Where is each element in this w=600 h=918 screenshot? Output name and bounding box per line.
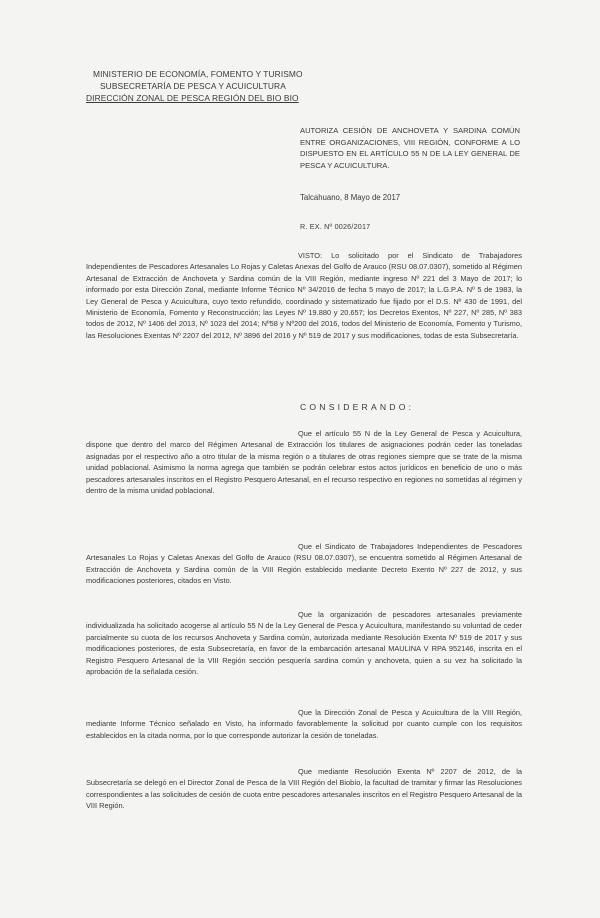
- considerando-text: la Subsecretaría se delegó en el Director Zonal de Pesca de la VIII Región del Biobío, la facultad de tramitar y firmar las Resoluciones correspondientes a las solicitudes de cesión de cuota entre pescadores artesanales inscritos en el Registro Pesquero Artesanal de la VIII Región.: [86, 767, 522, 811]
- considerando-text: Región, mediante Informe Técnico señalado en Visto, ha informado favorablemente la solicitud por cuanto cumple con los requisitos establecidos en la citada norma, por lo que corresponde autorizar la cesión de toneladas.: [86, 708, 522, 740]
- considerando-text: Pescadores Artesanales Lo Rojas y Caletas Anexas del Golfo de Arauco (RSU 08.07.0307), se encuentra sometido al Régimen Artesanal de Extracción de Anchoveta y Sardina común de la VIII Región establecido mediante Decreto Exento Nº 227 de 2012, y sus modificaciones posteriores, citados en Visto.: [86, 542, 522, 586]
- considerando-paragraph-5: [86, 766, 522, 812]
- considerando-paragraph-1: [86, 428, 522, 496]
- considerando-paragraph-3: [86, 609, 522, 677]
- visto-paragraph: [86, 250, 522, 341]
- considerando-lead: Que el Sindicato de Trabajadores Independientes de: [298, 542, 480, 551]
- resolution-number: R. EX. Nº 0026/2017: [300, 222, 371, 231]
- considerando-lead: Que mediante Resolución Exenta Nº 2207 de 2012, de: [298, 767, 511, 776]
- considerando-lead: Que el artículo 55 N de la Ley General de Pesca y: [298, 429, 481, 438]
- resolution-subject: AUTORIZA CESIÓN DE ANCHOVETA Y SARDINA COMÚN ENTRE ORGANIZACIONES, VIII REGIÓN, CONFORME A LO DISPUESTO EN EL ARTÍCULO 55 N DE LA LEY GENERAL DE PESCA Y ACUICULTURA.: [300, 126, 520, 170]
- considerando-text: Acuicultura, dispone que dentro del marco del Régimen Artesanal de Extracción los titulares de asignaciones podrán ceder las toneladas asignadas por el respectivo año a otro titular de la misma región o a titulares de otras regiones siempre que se trate de la misma unidad poblacional. Asimismo la norma agrega que también se podrán celebrar estos actos jurídicos en beneficio de uno o más pescadores artesanales inscritos en el Registro Pesquero Artesanal, en el recurso respectivo en regiones no sometidas al régimen y dentro de la misma unidad poblacional.: [86, 429, 522, 496]
- date-line: Talcahuano, 8 Mayo de 2017: [300, 193, 401, 202]
- considerando-heading: CONSIDERANDO:: [300, 402, 415, 412]
- considerando-text: previamente individualizada ha solicitado acogerse al artículo 55 N de la Ley General de Pesca y Acuicultura, manifestando su voluntad de ceder parcialmente su cuota de los recursos Anchoveta y Sardina común, autorizada mediante Resolución Exenta Nº 519 de 2017 y sus modificaciones posteriores, de esta Subsecretaría, en favor de la embarcación artesanal MAULINA V RPA 952146, inscrita en el Registro Pesquero Artesanal de la VIII Región sección pesquería sardina común y anchoveta, quien a su vez ha solicitado la aprobación de la señalada cesión.: [86, 610, 522, 677]
- letterhead: [86, 68, 326, 104]
- directorate-name: DIRECCIÓN ZONAL DE PESCA REGIÓN DEL BIO BIO: [86, 93, 299, 103]
- ministry-name: MINISTERIO DE ECONOMÍA, FOMENTO Y TURISMO: [93, 69, 303, 79]
- considerando-paragraph-2: [86, 541, 522, 587]
- visto-lead: VISTO:: [298, 251, 323, 260]
- visto-text: Lo solicitado por el Sindicato de Trabajadores Independientes de Pescadores Artesanales Lo Rojas y Caletas Anexas del Golfo de Arauco (RSU 08.07.0307), sometido al Régimen Artesanal de Extracción de Anchoveta y Sardina común de la VIII Región, mediante ingreso Nº 221 del 3 Mayo de 2017; lo informado por esta Dirección Zonal, mediante Informe Técnico Nº 34/2016 de fecha 5 mayo de 2017; la L.G.P.A. Nº 5 de 1983, la Ley General de Pesca y Acuicultura, cuyo texto refundido, coordinado y sistematizado fue fijado por el D.S. Nº 430 de 1991, del Ministerio de Economía, Fomento y Reconstrucción; las Leyes Nº 19.880 y 20.657; los Decretos Exentos, Nº 227, Nº 285, Nº 383 todos de 2012, Nº 1406 del 2013, Nº 1023 del 2014; Nº58 y Nº200 del 2016, todos del Ministerio de Economía, Fomento y Turismo, las Resoluciones Exentas Nº 2207 del 2012, Nº 3896 del 2016 y Nº 519 de 2017 y sus modificaciones, todas de esta Subsecretaría.: [86, 251, 522, 340]
- undersecretariat-name: SUBSECRETARÍA DE PESCA Y ACUICULTURA: [100, 81, 286, 91]
- considerando-lead: Que la Dirección Zonal de Pesca y Acuicultura de la VIII: [298, 708, 494, 717]
- considerando-lead: Que la organización de pescadores artesanales: [298, 610, 476, 619]
- considerando-paragraph-4: [86, 707, 522, 741]
